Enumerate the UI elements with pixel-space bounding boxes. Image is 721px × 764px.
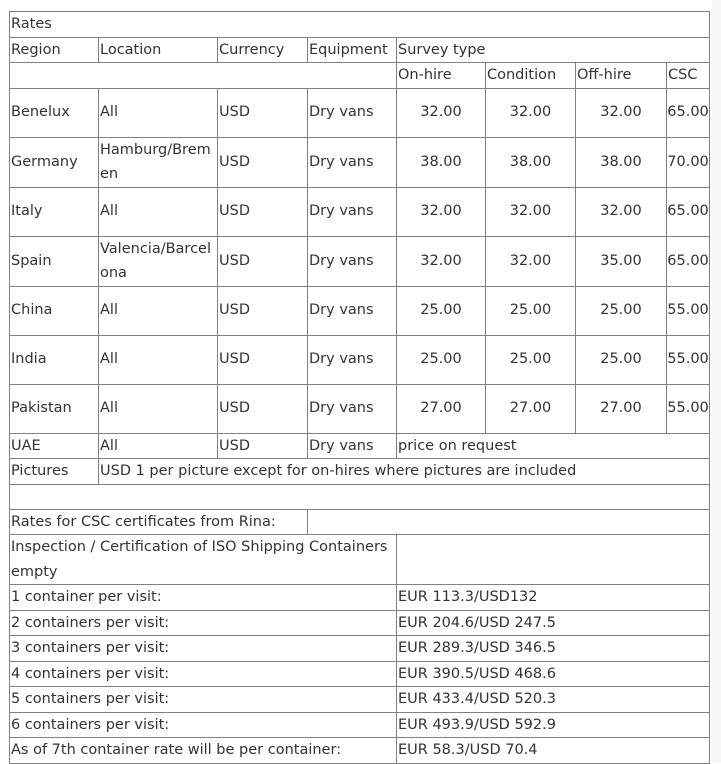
cell-off-hire: 25.00 — [576, 335, 667, 384]
cell-currency: USD — [218, 137, 308, 187]
cell-currency: USD — [218, 236, 308, 286]
table-row — [10, 286, 710, 335]
cell-csc: 65.00 — [667, 187, 710, 236]
csc-row-label: 3 containers per visit: — [10, 636, 397, 662]
csc-row — [10, 687, 710, 713]
csc-subtitle-row — [10, 535, 710, 585]
cell-on-hire: 25.00 — [397, 286, 486, 335]
spacer-cell — [10, 484, 710, 509]
cell-csc: 65.00 — [667, 88, 710, 137]
cell-equipment: Dry vans — [308, 88, 397, 137]
csc-row-label: 5 containers per visit: — [10, 687, 397, 713]
csc-row-price: EUR 433.4/USD 520.3 — [397, 687, 710, 713]
csc-section-title: Rates for CSC certificates from Rina: — [10, 509, 308, 535]
cell-region: Italy — [10, 187, 99, 236]
csc-row-label: 1 container per visit: — [10, 585, 397, 611]
subheader-blank — [10, 63, 397, 89]
cell-region: Spain — [10, 236, 99, 286]
spacer-row — [10, 484, 710, 509]
csc-section-subtitle: Inspection / Certification of ISO Shipping Containers empty — [10, 535, 397, 585]
cell-condition: 32.00 — [486, 236, 576, 286]
cell-location: All — [99, 88, 218, 137]
cell-equipment: Dry vans — [308, 137, 397, 187]
cell-on-hire: 27.00 — [397, 384, 486, 433]
csc-row — [10, 610, 710, 636]
cell-on-hire: 32.00 — [397, 187, 486, 236]
table-row — [10, 236, 710, 286]
csc-row — [10, 585, 710, 611]
pictures-label: Pictures — [10, 459, 99, 485]
header-on-hire: On-hire — [397, 63, 486, 89]
cell-equipment: Dry vans — [308, 335, 397, 384]
cell-location: All — [99, 335, 218, 384]
csc-subtitle-blank — [397, 535, 710, 585]
header-equipment: Equipment — [308, 37, 397, 63]
csc-row-price: EUR 58.3/USD 70.4 — [397, 738, 710, 764]
cell-condition: 25.00 — [486, 286, 576, 335]
cell-region: Benelux — [10, 88, 99, 137]
csc-row-label: As of 7th container rate will be per container: — [10, 738, 397, 764]
cell-equipment: Dry vans — [308, 236, 397, 286]
cell-csc: 65.00 — [667, 236, 710, 286]
cell-csc: 55.00 — [667, 335, 710, 384]
cell-currency: USD — [218, 384, 308, 433]
csc-row-price: EUR 204.6/USD 247.5 — [397, 610, 710, 636]
cell-location: Valencia/Barcelona — [99, 236, 218, 286]
cell-condition: 27.00 — [486, 384, 576, 433]
subheader-row — [10, 63, 710, 89]
csc-row — [10, 661, 710, 687]
cell-location: All — [99, 433, 218, 459]
cell-currency: USD — [218, 286, 308, 335]
csc-title-row — [10, 509, 710, 535]
rates-table — [9, 11, 710, 764]
table-row — [10, 88, 710, 137]
cell-condition: 38.00 — [486, 137, 576, 187]
cell-region: India — [10, 335, 99, 384]
cell-currency: USD — [218, 433, 308, 459]
cell-currency: USD — [218, 335, 308, 384]
cell-csc: 70.00 — [667, 137, 710, 187]
table-row — [10, 335, 710, 384]
csc-row-price: EUR 390.5/USD 468.6 — [397, 661, 710, 687]
cell-on-hire: 38.00 — [397, 137, 486, 187]
csc-row — [10, 636, 710, 662]
cell-location: All — [99, 187, 218, 236]
cell-location: All — [99, 384, 218, 433]
csc-row — [10, 712, 710, 738]
cell-off-hire: 32.00 — [576, 88, 667, 137]
cell-region: Pakistan — [10, 384, 99, 433]
pictures-note: USD 1 per picture except for on-hires where pictures are included — [99, 459, 710, 485]
cell-off-hire: 32.00 — [576, 187, 667, 236]
csc-row-label: 4 containers per visit: — [10, 661, 397, 687]
cell-currency: USD — [218, 187, 308, 236]
cell-currency: USD — [218, 88, 308, 137]
cell-off-hire: 38.00 — [576, 137, 667, 187]
cell-off-hire: 35.00 — [576, 236, 667, 286]
cell-region: China — [10, 286, 99, 335]
csc-row-price: EUR 493.9/USD 592.9 — [397, 712, 710, 738]
cell-location: Hamburg/Bremen — [99, 137, 218, 187]
header-row — [10, 37, 710, 63]
header-region: Region — [10, 37, 99, 63]
cell-equipment: Dry vans — [308, 187, 397, 236]
cell-csc: 55.00 — [667, 286, 710, 335]
cell-location: All — [99, 286, 218, 335]
cell-off-hire: 25.00 — [576, 286, 667, 335]
table-row — [10, 384, 710, 433]
header-condition: Condition — [486, 63, 576, 89]
header-survey-type: Survey type — [397, 37, 710, 63]
cell-survey-note: price on request — [397, 433, 710, 459]
cell-equipment: Dry vans — [308, 286, 397, 335]
cell-equipment: Dry vans — [308, 384, 397, 433]
header-off-hire: Off-hire — [576, 63, 667, 89]
table-row-uae — [10, 433, 710, 459]
csc-title-blank — [308, 509, 710, 535]
csc-row-label: 6 containers per visit: — [10, 712, 397, 738]
cell-region: Germany — [10, 137, 99, 187]
csc-row-price: EUR 113.3/USD132 — [397, 585, 710, 611]
table-title: Rates — [10, 12, 710, 38]
cell-on-hire: 32.00 — [397, 88, 486, 137]
cell-condition: 25.00 — [486, 335, 576, 384]
cell-region: UAE — [10, 433, 99, 459]
cell-csc: 55.00 — [667, 384, 710, 433]
page-edge-strip — [712, 0, 721, 763]
table-row — [10, 187, 710, 236]
cell-on-hire: 32.00 — [397, 236, 486, 286]
cell-on-hire: 25.00 — [397, 335, 486, 384]
table-row — [10, 137, 710, 187]
cell-off-hire: 27.00 — [576, 384, 667, 433]
cell-equipment: Dry vans — [308, 433, 397, 459]
csc-row — [10, 738, 710, 764]
header-currency: Currency — [218, 37, 308, 63]
csc-row-label: 2 containers per visit: — [10, 610, 397, 636]
header-location: Location — [99, 37, 218, 63]
header-csc: CSC — [667, 63, 710, 89]
table-row-pictures — [10, 459, 710, 485]
cell-condition: 32.00 — [486, 187, 576, 236]
cell-condition: 32.00 — [486, 88, 576, 137]
csc-row-price: EUR 289.3/USD 346.5 — [397, 636, 710, 662]
